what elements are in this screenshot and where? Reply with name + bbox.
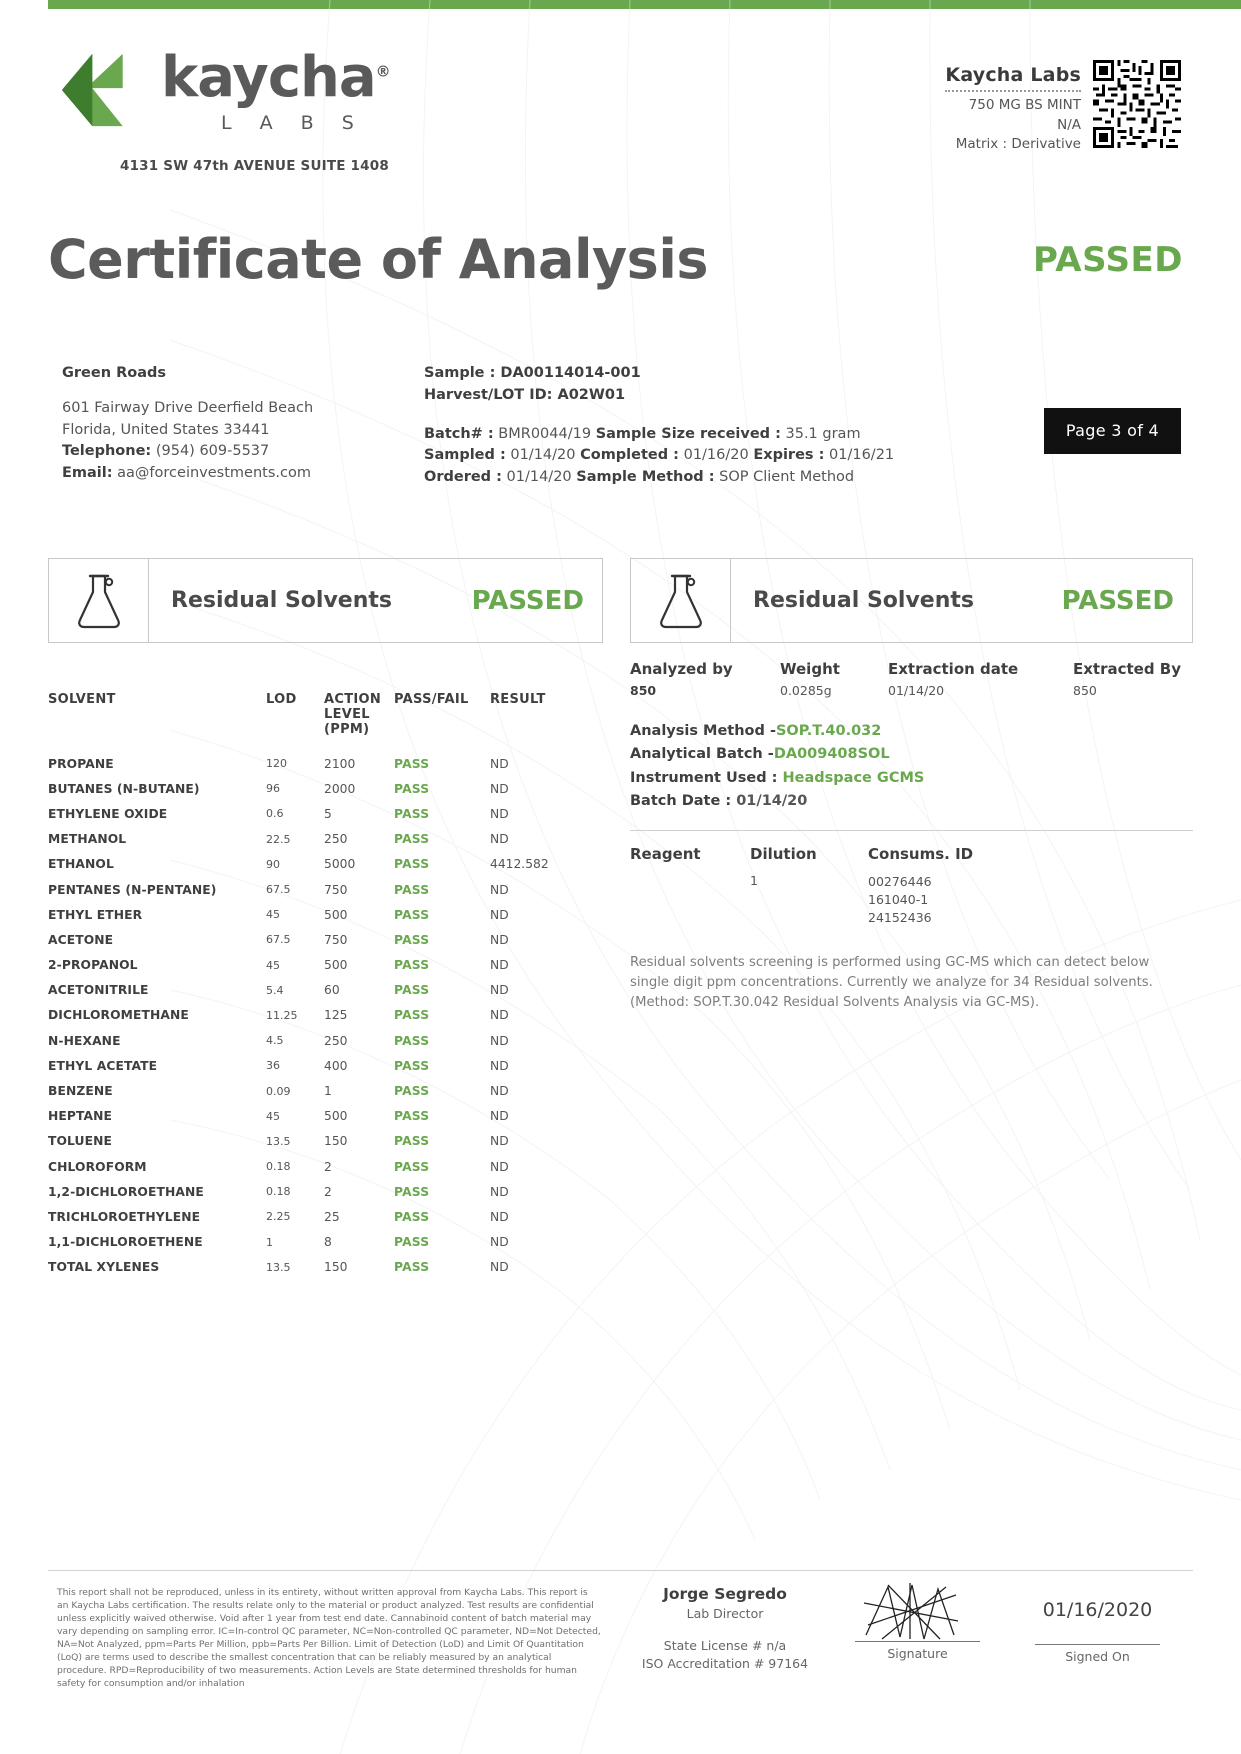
cell-result: ND xyxy=(490,1184,509,1199)
cell-solvent: ETHYL ETHER xyxy=(48,907,143,922)
sampled-value: 01/14/20 xyxy=(510,447,576,464)
consums-id-label: Consums. ID xyxy=(868,844,974,863)
cell-result: ND xyxy=(490,932,509,947)
cell-result: ND xyxy=(490,781,509,796)
flask-icon-cell xyxy=(49,559,149,642)
cell-result: ND xyxy=(490,1058,509,1073)
harvest-lot-id: A02W01 xyxy=(557,386,626,403)
sample-method-value: SOP Client Method xyxy=(719,469,855,485)
cell-result: ND xyxy=(490,1008,509,1023)
cell-lod: 96 xyxy=(266,782,280,796)
cell-pass-fail: PASS xyxy=(394,983,430,998)
client-name: Green Roads xyxy=(62,365,167,381)
table-row xyxy=(48,852,608,877)
cell-result: ND xyxy=(490,1209,509,1224)
extracted-by-value: 850 xyxy=(1073,683,1097,698)
logo-subtitle: L A B S xyxy=(221,112,365,134)
cell-pass-fail: PASS xyxy=(394,781,430,796)
cell-action-level: 150 xyxy=(324,1260,348,1275)
cell-solvent: TOTAL XYLENES xyxy=(48,1260,160,1275)
table-row xyxy=(48,1003,608,1028)
cell-lod: 5.4 xyxy=(266,983,284,997)
table-row xyxy=(48,1179,608,1204)
batch-label: Batch# : xyxy=(424,425,494,442)
logo-registered-mark: ® xyxy=(375,62,390,81)
panel-title-left: Residual Solvents xyxy=(171,588,392,613)
table-row xyxy=(48,1255,608,1280)
cell-lod: 0.6 xyxy=(266,807,284,821)
cell-result: ND xyxy=(490,832,509,847)
cell-solvent: HEPTANE xyxy=(48,1109,113,1124)
col-lod: LOD xyxy=(266,692,297,707)
cell-result: ND xyxy=(490,1084,509,1099)
cell-solvent: ACETONE xyxy=(48,932,114,947)
col-solvent: SOLVENT xyxy=(48,692,116,707)
client-address-line1: 601 Fairway Drive Deerfield Beach xyxy=(62,399,314,416)
cell-lod: 1 xyxy=(266,1235,273,1249)
cell-solvent: PENTANES (N-PENTANE) xyxy=(48,882,217,897)
cell-solvent: ETHYLENE OXIDE xyxy=(48,806,168,821)
cell-action-level: 500 xyxy=(324,958,348,973)
cell-action-level: 1 xyxy=(324,1084,332,1099)
cell-solvent: CHLOROFORM xyxy=(48,1159,147,1174)
table-row xyxy=(48,1104,608,1129)
cell-action-level: 60 xyxy=(324,983,340,998)
expires-label: Expires : xyxy=(753,447,825,464)
sample-size-label: Sample Size received : xyxy=(595,425,781,442)
cell-lod: 45 xyxy=(266,1109,280,1123)
sample-id: DA00114014-001 xyxy=(500,365,641,381)
table-row xyxy=(48,877,608,902)
cell-result: ND xyxy=(490,958,509,973)
cell-lod: 90 xyxy=(266,857,280,871)
cell-pass-fail: PASS xyxy=(394,1184,430,1199)
cell-solvent: BUTANES (N-BUTANE) xyxy=(48,781,200,796)
cell-pass-fail: PASS xyxy=(394,907,430,922)
kaycha-logo xyxy=(60,45,390,134)
table-row xyxy=(48,827,608,852)
dotted-divider xyxy=(945,90,1081,92)
overall-status-badge: PASSED xyxy=(1032,240,1183,280)
lab-address: 4131 SW 47th AVENUE SUITE 1408 xyxy=(120,158,389,174)
cell-result: ND xyxy=(490,907,509,922)
cell-result: ND xyxy=(490,983,509,998)
cell-lod: 0.18 xyxy=(266,1185,291,1199)
cell-lod: 45 xyxy=(266,958,280,972)
flask-icon-cell-2 xyxy=(631,559,731,642)
cell-result: ND xyxy=(490,1260,509,1275)
reagent-table-row xyxy=(630,873,1193,927)
weight-label: Weight xyxy=(780,660,840,678)
signature-icon xyxy=(858,1581,978,1643)
table-row xyxy=(48,1154,608,1179)
cell-pass-fail: PASS xyxy=(394,832,430,847)
table-row xyxy=(48,953,608,978)
cell-action-level: 5000 xyxy=(324,857,356,872)
analytical-batch-label: Analytical Batch - xyxy=(630,746,774,763)
cell-pass-fail: PASS xyxy=(394,1008,430,1023)
cell-result: ND xyxy=(490,1109,509,1124)
cell-pass-fail: PASS xyxy=(394,1084,430,1099)
client-email[interactable]: aa@forceinvestments.com xyxy=(117,465,311,481)
col-action-l1: ACTION xyxy=(324,692,382,707)
sample-header-right xyxy=(945,60,1181,155)
table-row xyxy=(48,1053,608,1078)
cell-action-level: 500 xyxy=(324,907,348,922)
cell-lod: 120 xyxy=(266,757,287,771)
extraction-date-label: Extraction date xyxy=(888,660,1019,678)
analysis-method-label: Analysis Method - xyxy=(630,723,776,739)
ordered-value: 01/14/20 xyxy=(506,469,572,485)
table-row xyxy=(48,751,608,776)
signed-date: 01/16/2020 xyxy=(1042,1599,1153,1621)
cell-solvent: ACETONITRILE xyxy=(48,983,149,998)
cell-action-level: 125 xyxy=(324,1008,348,1023)
cell-pass-fail: PASS xyxy=(394,857,430,872)
qr-code-icon[interactable] xyxy=(1093,60,1181,148)
extraction-date-value: 01/14/20 xyxy=(888,683,945,698)
client-telephone: (954) 609-5537 xyxy=(155,443,270,460)
panel-status-left: PASSED xyxy=(471,585,584,616)
cell-pass-fail: PASS xyxy=(394,1159,430,1174)
panel-residual-solvents-left xyxy=(48,558,603,643)
footer-divider xyxy=(48,1570,1193,1571)
sample-info xyxy=(424,363,944,489)
cell-action-level: 150 xyxy=(324,1134,348,1149)
cell-lod: 13.5 xyxy=(266,1260,291,1274)
cell-pass-fail: PASS xyxy=(394,756,430,771)
cell-pass-fail: PASS xyxy=(394,882,430,897)
cell-action-level: 5 xyxy=(324,806,332,821)
table-row xyxy=(48,776,608,801)
instrument-value: Headspace GCMS xyxy=(782,769,925,786)
cell-lod: 67.5 xyxy=(266,883,291,897)
expires-value: 01/16/21 xyxy=(829,447,895,464)
harvest-lot-label: Harvest/LOT ID: xyxy=(424,386,558,403)
cell-lod: 0.18 xyxy=(266,1160,291,1174)
table-row xyxy=(48,801,608,826)
signer-name: Jorge Segredo xyxy=(663,1585,787,1603)
page-indicator: Page 3 of 4 xyxy=(1044,408,1181,454)
table-row xyxy=(48,978,608,1003)
table-row xyxy=(48,1028,608,1053)
cell-action-level: 250 xyxy=(324,1033,348,1048)
cell-action-level: 400 xyxy=(324,1058,348,1073)
table-row xyxy=(48,927,608,952)
cell-result: ND xyxy=(490,756,509,771)
panel-title-right: Residual Solvents xyxy=(753,588,974,613)
kaycha-logo-icon xyxy=(60,50,155,130)
signer-role: Lab Director xyxy=(686,1606,764,1621)
table-row xyxy=(48,902,608,927)
logo-wordmark: kaycha xyxy=(161,45,376,110)
product-name: 750 MG BS MINT xyxy=(968,97,1081,113)
sampled-label: Sampled : xyxy=(424,447,506,464)
cell-solvent: BENZENE xyxy=(48,1084,113,1099)
cell-pass-fail: PASS xyxy=(394,1235,430,1250)
signed-on-caption: Signed On xyxy=(1065,1649,1130,1664)
col-action-l2: LEVEL xyxy=(324,707,370,722)
col-action-l3: (PPM) xyxy=(324,722,370,737)
client-address-line2: Florida, United States 33441 xyxy=(62,421,270,438)
cell-lod: 4.5 xyxy=(266,1034,284,1048)
cell-solvent: 2-PROPANOL xyxy=(48,958,138,973)
cell-pass-fail: PASS xyxy=(394,932,430,947)
cell-pass-fail: PASS xyxy=(394,1209,430,1224)
instrument-label: Instrument Used : xyxy=(630,769,783,786)
sample-size-value: 35.1 gram xyxy=(785,425,861,442)
state-license: State License # n/a xyxy=(663,1638,787,1653)
table-row xyxy=(48,1129,608,1154)
product-subinfo: N/A xyxy=(1057,116,1081,133)
batch-date-label: Batch Date : xyxy=(630,793,737,810)
telephone-label: Telephone: xyxy=(62,443,152,460)
ordered-label: Ordered : xyxy=(424,469,502,485)
analyzed-by-value: 850 xyxy=(630,683,657,698)
cell-action-level: 750 xyxy=(324,932,348,947)
section-divider xyxy=(630,830,1193,831)
cell-result: ND xyxy=(490,806,509,821)
cell-action-level: 25 xyxy=(324,1209,340,1224)
table-header xyxy=(48,692,608,751)
lab-name: Kaycha Labs xyxy=(945,64,1081,86)
cell-pass-fail: PASS xyxy=(394,1134,430,1149)
cell-action-level: 8 xyxy=(324,1235,332,1250)
analyzed-by-label: Analyzed by xyxy=(630,660,733,678)
dilution-value: 1 xyxy=(750,872,758,888)
method-note: Residual solvents screening is performed using GC-MS which can detect below single digit ppm concentrations. Currently we analyze for 34 Residual solvents. (Method: SOP.T.30.042 Residual Solvents Analysis via GC-MS). xyxy=(630,955,1153,1010)
signature-caption: Signature xyxy=(887,1646,948,1661)
cell-lod: 13.5 xyxy=(266,1134,291,1148)
dilution-label: Dilution xyxy=(750,844,817,863)
col-action-level xyxy=(324,692,394,751)
batch-date-value: 01/14/20 xyxy=(736,793,808,810)
col-pass-fail: PASS/FAIL xyxy=(394,692,469,707)
cell-solvent: PROPANE xyxy=(48,756,114,771)
cell-result: ND xyxy=(490,1033,509,1048)
extracted-by-label: Extracted By xyxy=(1073,660,1182,678)
cell-lod: 2.25 xyxy=(266,1210,291,1224)
cell-result: ND xyxy=(490,1134,509,1149)
panel-status-right: PASSED xyxy=(1061,585,1174,616)
cell-solvent: ETHYL ACETATE xyxy=(48,1058,158,1073)
cell-solvent: ETHANOL xyxy=(48,857,114,872)
table-row xyxy=(48,1230,608,1255)
page-title: Certificate of Analysis xyxy=(48,228,708,291)
consums-id-2: 161040-1 xyxy=(868,892,929,908)
consums-id-3: 24152436 xyxy=(868,910,932,926)
cell-action-level: 250 xyxy=(324,832,348,847)
footer-disclaimer: This report shall not be reproduced, unless in its entirety, without written approval from Kaycha Labs. This report is an Kaycha Labs certification. The results relate only to the material or product analyzed. Test results are confidential unless explicitly waived otherwise. Void after 1 year from test end date. Cannabinoid content of batch material may vary depending on sampling error. IC=In-control QC parameter, NC=Non-controlled QC parameter, ND=Not Detected, NA=Not Analyzed, ppm=Parts Per Million, ppb=Parts Per Billion. Limit of Detection (LoD) and Limit Of Quantitation (LoQ) are terms used to describe the smallest concentration that can be reliably measured by an analytical procedure. RPD=Reproducibility of two measurements. Action Levels are State determined thresholds for human safety for consumption and/or inhalation xyxy=(57,1587,601,1690)
completed-value: 01/16/20 xyxy=(683,447,749,464)
cell-pass-fail: PASS xyxy=(394,1033,430,1048)
iso-accreditation: ISO Accreditation # 97164 xyxy=(641,1656,809,1672)
cell-lod: 22.5 xyxy=(266,832,291,846)
analysis-method-value: SOP.T.40.032 xyxy=(775,723,882,739)
flask-icon xyxy=(658,572,704,630)
cell-lod: 67.5 xyxy=(266,933,291,947)
cell-pass-fail: PASS xyxy=(394,1109,430,1124)
email-label: Email: xyxy=(62,465,113,481)
cell-pass-fail: PASS xyxy=(394,806,430,821)
product-matrix: Matrix : Derivative xyxy=(955,136,1081,153)
cell-pass-fail: PASS xyxy=(394,958,430,973)
table-body xyxy=(48,751,608,1280)
cell-action-level: 2 xyxy=(324,1159,332,1174)
cell-action-level: 500 xyxy=(324,1109,348,1124)
cell-solvent: TOLUENE xyxy=(48,1134,113,1149)
reagent-label: Reagent xyxy=(630,844,701,863)
cell-action-level: 2000 xyxy=(324,781,356,796)
top-accent-bar xyxy=(48,0,1241,9)
method-details xyxy=(630,720,1193,814)
table-row xyxy=(48,1204,608,1229)
weight-value: 0.0285g xyxy=(780,683,832,698)
cell-lod: 36 xyxy=(266,1059,280,1073)
client-info xyxy=(62,363,392,485)
cell-result: 4412.582 xyxy=(490,857,549,872)
panel-residual-solvents-right xyxy=(630,558,1193,643)
cell-solvent: DICHLOROMETHANE xyxy=(48,1008,189,1023)
residual-solvents-table xyxy=(48,692,608,1280)
signature-block xyxy=(620,1585,1193,1673)
cell-lod: 11.25 xyxy=(266,1008,298,1022)
sample-label: Sample : xyxy=(424,365,501,381)
cell-pass-fail: PASS xyxy=(394,1260,430,1275)
reagent-value xyxy=(630,873,750,927)
table-row xyxy=(48,1078,608,1103)
cell-result: ND xyxy=(490,1159,509,1174)
cell-pass-fail: PASS xyxy=(394,1058,430,1073)
cell-solvent: 1,1-DICHLOROETHENE xyxy=(48,1235,203,1250)
analysis-info xyxy=(630,660,1193,1013)
sample-method-label: Sample Method : xyxy=(576,469,715,485)
cell-solvent: TRICHLOROETHYLENE xyxy=(48,1209,201,1224)
cell-lod: 45 xyxy=(266,908,280,922)
reagent-table-header xyxy=(630,845,1193,863)
batch-value: BMR0044/19 xyxy=(498,425,592,442)
cell-action-level: 750 xyxy=(324,882,348,897)
document-header xyxy=(60,45,1181,180)
cell-action-level: 2 xyxy=(324,1184,332,1199)
cell-solvent: 1,2-DICHLOROETHANE xyxy=(48,1184,204,1199)
signed-on-line xyxy=(1035,1644,1160,1645)
consums-id-values xyxy=(868,873,1068,927)
analytical-batch-value: DA009408SOL xyxy=(773,746,890,763)
cell-solvent: METHANOL xyxy=(48,832,127,847)
flask-icon xyxy=(76,572,122,630)
cell-lod: 0.09 xyxy=(266,1084,291,1098)
cell-result: ND xyxy=(490,1235,509,1250)
cell-result: ND xyxy=(490,882,509,897)
cell-action-level: 2100 xyxy=(324,756,356,771)
cell-solvent: N-HEXANE xyxy=(48,1033,121,1048)
col-result: RESULT xyxy=(490,692,546,707)
completed-label: Completed : xyxy=(580,447,679,464)
consums-id-1: 00276446 xyxy=(868,873,932,889)
